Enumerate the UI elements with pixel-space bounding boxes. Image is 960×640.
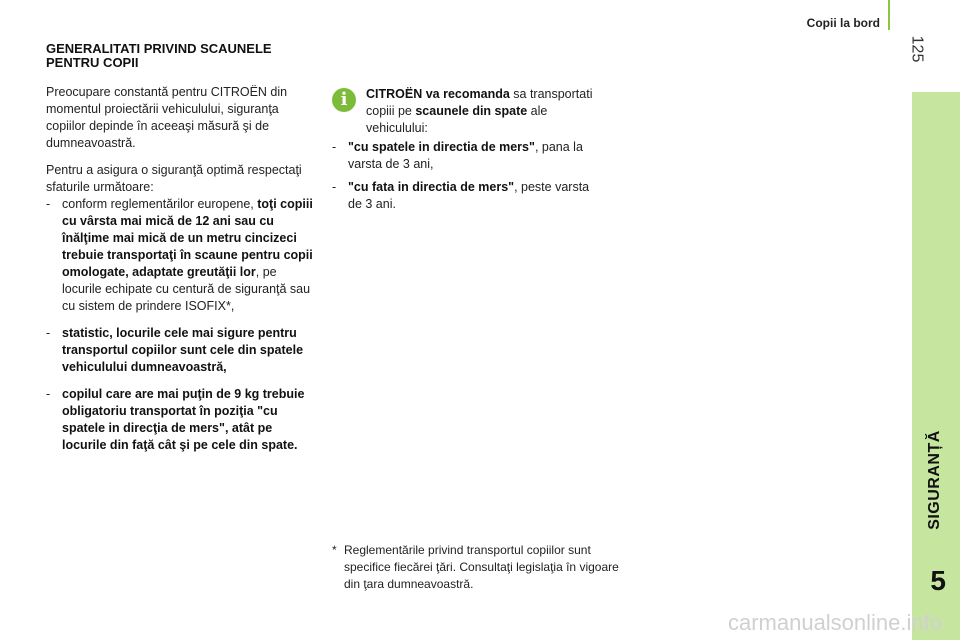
advice-bullet: - conform reglementărilor europene, toţi copiii cu vârsta mai mică de 12 ani sau cu înălţime mai mică de un metru cincizeci trebuie transportaţi în scaune pentru copii omologate, adaptate greutăţii lor, pe locurile echipate cu centură de siguranţă sau cu sistem de prindere ISOFIX*, — [46, 197, 313, 313]
watermark: carmanualsonline.info — [727, 610, 942, 635]
page-number: 125 — [908, 35, 926, 63]
advice-bullet: - copilul care are mai puţin de 9 kg trebuie obligatoriu transportat în poziţia "cu spatele in direcţia de mers", atât pe locurile din faţă cât şi pe cele din spate. — [46, 387, 305, 452]
left-column — [46, 42, 318, 464]
side-chapter-tab — [912, 92, 960, 640]
info-bullet: - "cu spatele in directia de mers", pana la varsta de 3 ani, — [332, 140, 583, 171]
info-icon: i — [332, 88, 356, 112]
footnote: * Reglementările privind transportul copiilor sunt specifice fiecărei ţări. Consultaţi legislaţia în vigoare din ţara dumneavoastră. — [332, 543, 619, 591]
header-section-label: Copii la bord — [806, 16, 880, 30]
side-tab-label: SIGURANȚĂ — [926, 430, 943, 530]
info-box — [332, 86, 602, 219]
intro-paragraph: Preocupare constantă pentru CITROËN din momentul proiectării vehiculului, siguranţa copiilor depinde în aceeaşi măsură şi de dumneavoastră. — [46, 85, 288, 150]
chapter-number: 5 — [930, 565, 946, 596]
info-recommendation: CITROËN va recomanda sa transportati copiii pe scaunele din spate ale vehiculului: — [366, 87, 593, 135]
info-bullet: - "cu fata in directia de mers", peste varsta de 3 ani. — [332, 180, 590, 211]
advice-bullet: - statistic, locurile cele mai sigure pentru transportul copiilor sunt cele din spatele vehiculului dumneavoastră, — [46, 326, 304, 374]
section-title: GENERALITATI PRIVIND SCAUNELE PENTRU COPII — [46, 41, 272, 70]
header-divider-line — [888, 0, 890, 30]
advice-intro-paragraph: Pentru a asigura o siguranţă optimă respectaţi sfaturile următoare: — [46, 163, 302, 194]
